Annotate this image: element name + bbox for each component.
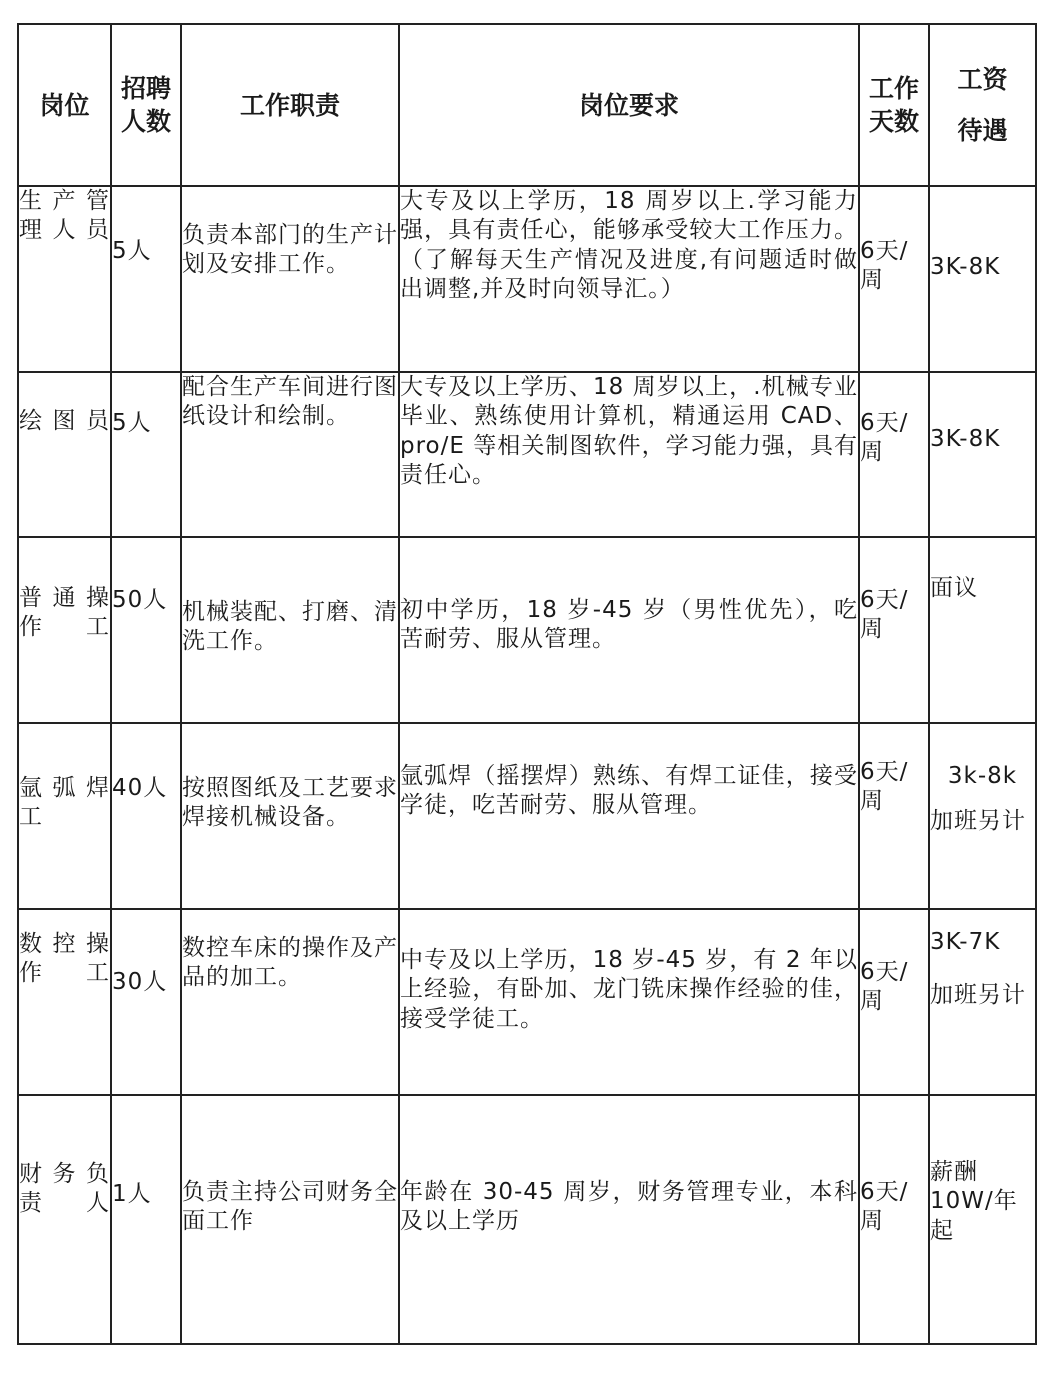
requirements-cell: 大专及以上学历，18 周岁以上.学习能力强，具有责任心，能够承受较大工作压力。（了解每天生产情况及进度,有问题适时做出调整,并及时向领导汇。）: [399, 186, 859, 372]
header-workdays: 工作天数: [859, 24, 929, 186]
count-cell: 30人: [111, 909, 181, 1095]
header-count: 招聘人数: [111, 24, 181, 186]
duties-cell: 机械装配、打磨、清洗工作。: [181, 537, 399, 723]
header-salary-line1: 工资: [957, 65, 1008, 94]
count-cell: 50人: [111, 537, 181, 723]
workdays-cell: 6天/周: [859, 372, 929, 537]
workdays-cell: 6天/周: [859, 1095, 929, 1344]
duties-cell: 负责主持公司财务全面工作: [181, 1095, 399, 1344]
salary-cell: [929, 186, 1036, 372]
header-requirements: 岗位要求: [399, 24, 859, 186]
position-cell: 绘图员: [18, 372, 111, 537]
count-cell: 5人: [111, 186, 181, 372]
duties-cell: 数控车床的操作及产品的加工。: [181, 909, 399, 1095]
table-row: [18, 723, 1036, 909]
workdays-cell: 6天/周: [859, 723, 929, 909]
header-duties: 工作职责: [181, 24, 399, 186]
salary-value: 3K-7K: [930, 929, 1001, 955]
requirements-cell: 大专及以上学历、18 周岁以上，.机械专业毕业、熟练使用计算机，精通运用 CAD、pro/E 等相关制图软件，学习能力强，具有责任心。: [399, 372, 859, 537]
salary-note: 加班另计: [930, 808, 1026, 835]
header-row: [18, 24, 1036, 186]
salary-value: 3K-8K: [930, 254, 1001, 280]
count-cell: 1人: [111, 1095, 181, 1344]
recruitment-table: [17, 23, 1037, 1345]
header-salary-line2: 待遇: [957, 116, 1008, 145]
table-row: [18, 909, 1036, 1095]
salary-value: 薪酬10W/年起: [930, 1159, 1018, 1244]
salary-cell: [929, 723, 1036, 909]
table-row: [18, 372, 1036, 537]
salary-cell: [929, 909, 1036, 1095]
position-cell: 普通操作工: [18, 537, 111, 723]
position-cell: 生产管理人员: [18, 186, 111, 372]
table-row: [18, 1095, 1036, 1344]
workdays-cell: 6天/周: [859, 186, 929, 372]
count-cell: 5人: [111, 372, 181, 537]
salary-value: 面议: [930, 575, 978, 601]
duties-cell: 负责本部门的生产计划及安排工作。: [181, 186, 399, 372]
salary-note: 加班另计: [930, 982, 1026, 1009]
workdays-cell: 6天/周: [859, 537, 929, 723]
salary-value: 3k-8k: [947, 763, 1018, 789]
header-salary: [929, 24, 1036, 186]
count-cell: 40人: [111, 723, 181, 909]
requirements-cell: 年龄在 30-45 周岁，财务管理专业，本科及以上学历: [399, 1095, 859, 1344]
position-cell: 氩弧焊工: [18, 723, 111, 909]
duties-cell: 配合生产车间进行图纸设计和绘制。: [181, 372, 399, 537]
table-row: [18, 186, 1036, 372]
workdays-cell: 6天/周: [859, 909, 929, 1095]
salary-value: 3K-8K: [930, 426, 1001, 452]
requirements-cell: 初中学历，18 岁-45 岁（男性优先），吃苦耐劳、服从管理。: [399, 537, 859, 723]
salary-cell: [929, 537, 1036, 723]
requirements-cell: 中专及以上学历，18 岁-45 岁，有 2 年以上经验，有卧加、龙门铣床操作经验的佳，接受学徒工。: [399, 909, 859, 1095]
salary-cell: [929, 372, 1036, 537]
position-cell: 数控操作工: [18, 909, 111, 1095]
header-position: 岗位: [18, 24, 111, 186]
duties-cell: 按照图纸及工艺要求焊接机械设备。: [181, 723, 399, 909]
table-row: [18, 537, 1036, 723]
position-cell: 财务负责人: [18, 1095, 111, 1344]
salary-cell: [929, 1095, 1036, 1344]
requirements-cell: 氩弧焊（摇摆焊）熟练、有焊工证佳，接受学徒，吃苦耐劳、服从管理。: [399, 723, 859, 909]
